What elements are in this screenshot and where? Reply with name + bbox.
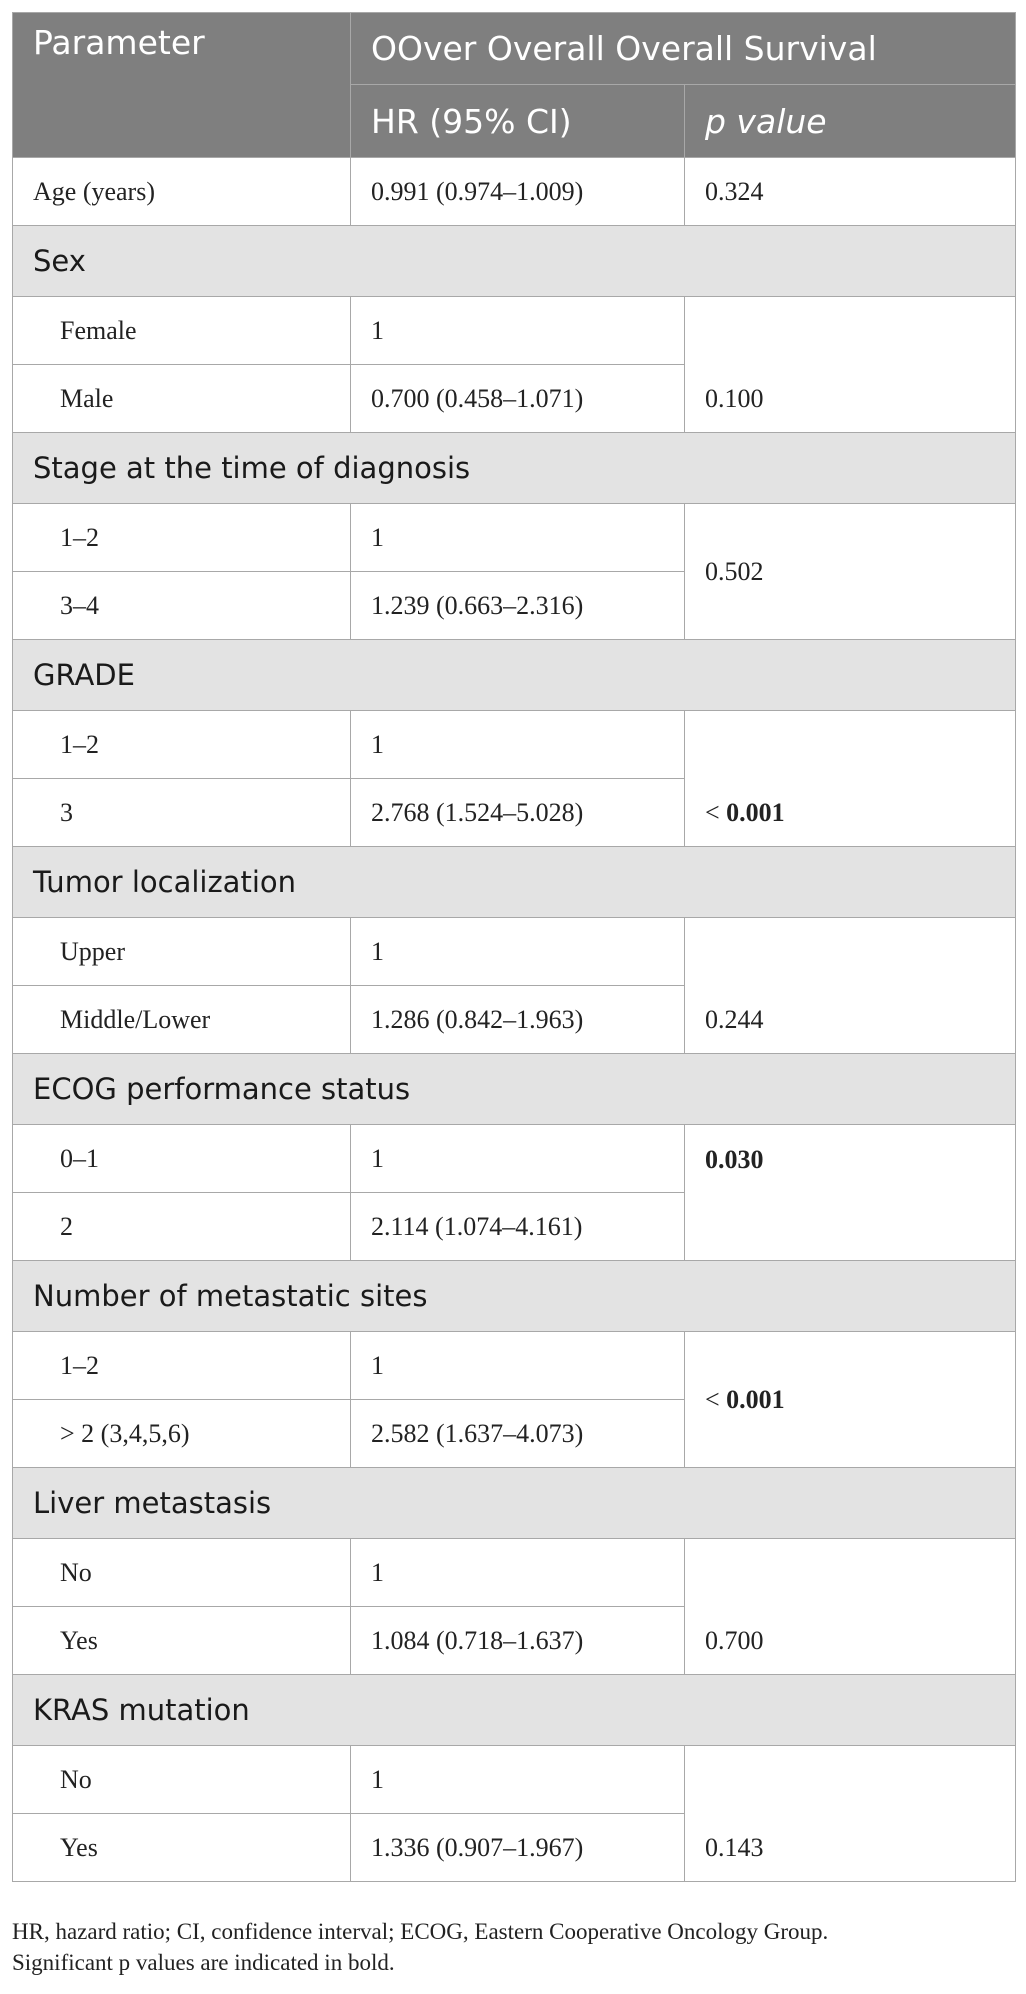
table-row [13,1125,1016,1193]
group-row [13,433,1016,504]
row-label: 2 [13,1193,351,1261]
hr-cell: 1.336 (0.907–1.967) [351,1814,685,1882]
hr-cell: 1 [351,1332,685,1400]
group-row [13,226,1016,297]
p-value-cell [685,711,1016,847]
group-label: KRAS mutation [13,1675,1016,1746]
row-label: Middle/Lower [13,986,351,1054]
table-footnote [12,1916,1015,1978]
hr-cell: 0.991 (0.974–1.009) [351,158,685,226]
table-row [13,1332,1016,1400]
table-row [13,1746,1016,1814]
survival-table [12,12,1016,1882]
hr-cell: 1.286 (0.842–1.963) [351,986,685,1054]
row-label: Upper [13,918,351,986]
group-row [13,1261,1016,1332]
row-label: No [13,1746,351,1814]
row-label: 1–2 [13,711,351,779]
hr-cell: 1.084 (0.718–1.637) [351,1607,685,1675]
p-value-cell: 0.100 [685,297,1016,433]
footnote-abbreviations: HR, hazard ratio; CI, confidence interval; ECOG, Eastern Cooperative Oncology Group. [12,1919,829,1944]
row-label: > 2 (3,4,5,6) [13,1400,351,1468]
group-label: Number of metastatic sites [13,1261,1016,1332]
group-row [13,1054,1016,1125]
row-label: 3–4 [13,572,351,640]
header-parameter: Parameter [13,13,351,158]
p-value-cell: 0.324 [685,158,1016,226]
row-label: 0–1 [13,1125,351,1193]
p-value-cell: 0.502 [685,504,1016,640]
p-value-cell [685,1332,1016,1468]
group-label: ECOG performance status [13,1054,1016,1125]
row-label: Yes [13,1607,351,1675]
group-label: Liver metastasis [13,1468,1016,1539]
row-label: Male [13,365,351,433]
row-label: Yes [13,1814,351,1882]
hr-cell: 0.700 (0.458–1.071) [351,365,685,433]
table-row [13,711,1016,779]
header-overall-survival: OOver Overall Overall Survival [351,13,1016,85]
p-value-bold: 0.001 [726,1384,785,1414]
row-label: Female [13,297,351,365]
row-label: 1–2 [13,504,351,572]
table-row [13,1539,1016,1607]
table-row [13,504,1016,572]
footnote-significance: Significant p values are indicated in bold. [12,1950,395,1975]
row-label: Age (years) [13,158,351,226]
hr-cell: 2.114 (1.074–4.161) [351,1193,685,1261]
group-label: GRADE [13,640,1016,711]
group-label: Tumor localization [13,847,1016,918]
header-p-value: p value [685,85,1016,158]
group-row [13,847,1016,918]
p-value-cell: 0.700 [685,1539,1016,1675]
row-label: 1–2 [13,1332,351,1400]
hr-cell: 1.239 (0.663–2.316) [351,572,685,640]
p-value-cell: 0.143 [685,1746,1016,1882]
p-value-bold: 0.001 [726,798,785,827]
p-value-cell: 0.030 [685,1125,1016,1261]
group-row [13,1468,1016,1539]
group-label: Stage at the time of diagnosis [13,433,1016,504]
group-label: Sex [13,226,1016,297]
hr-cell: 1 [351,1539,685,1607]
header-hr: HR (95% CI) [351,85,685,158]
hr-cell: 2.582 (1.637–4.073) [351,1400,685,1468]
group-row [13,640,1016,711]
table-row [13,158,1016,226]
p-prefix: < [705,798,727,827]
table-row [13,918,1016,986]
p-value-cell: 0.244 [685,918,1016,1054]
hr-cell: 1 [351,504,685,572]
hr-cell: 1 [351,711,685,779]
hr-cell: 1 [351,1125,685,1193]
hr-cell: 1 [351,918,685,986]
row-label: 3 [13,779,351,847]
row-label: No [13,1539,351,1607]
hr-cell: 1 [351,1746,685,1814]
table-row [13,297,1016,365]
hr-cell: 2.768 (1.524–5.028) [351,779,685,847]
group-row [13,1675,1016,1746]
hr-cell: 1 [351,297,685,365]
p-prefix: < [705,1384,727,1414]
